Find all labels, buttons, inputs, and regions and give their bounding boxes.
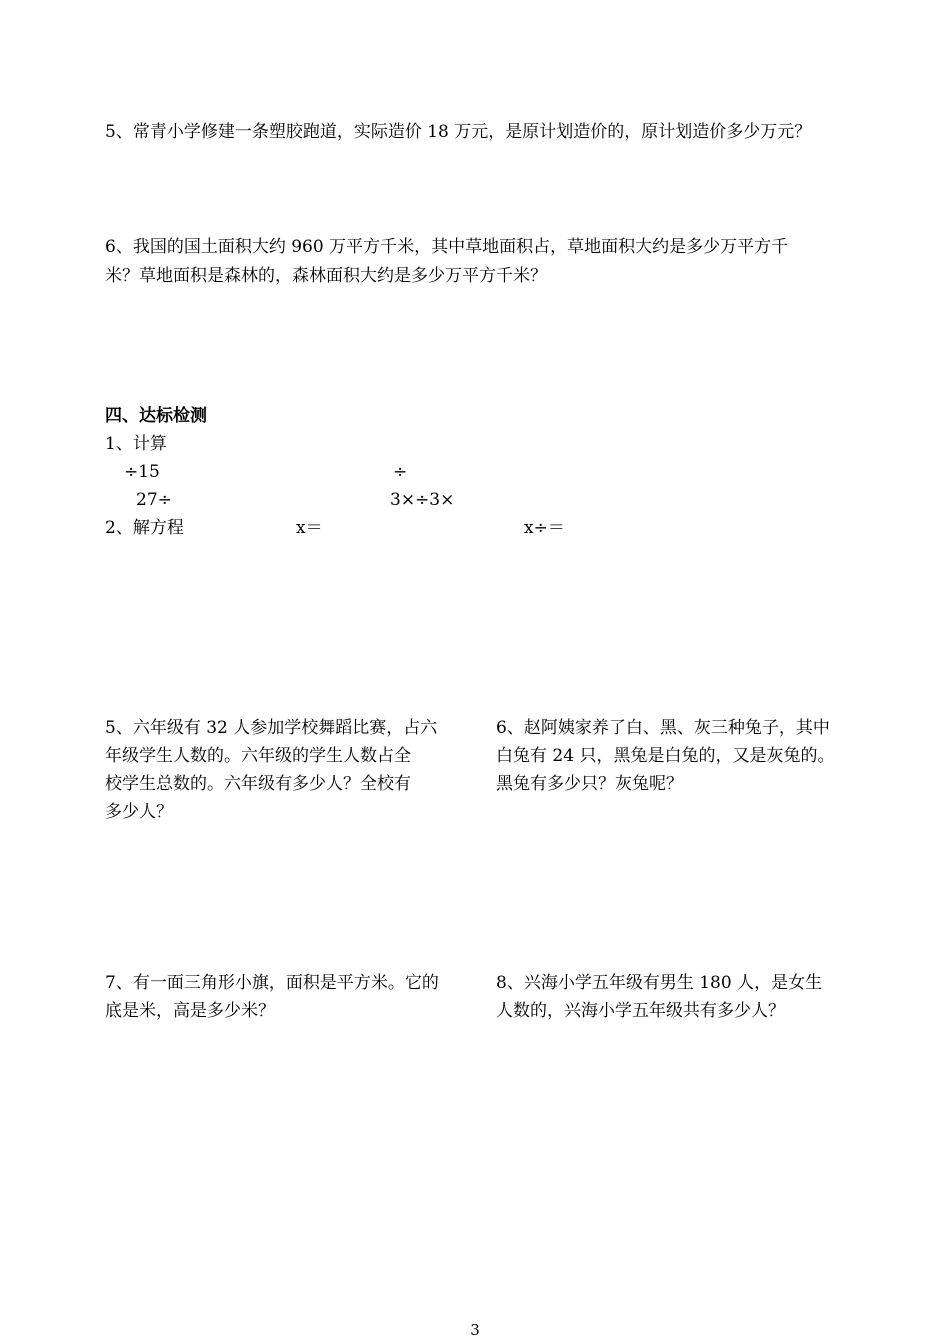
calc-row-1-right: ÷ [393, 462, 408, 482]
problem-5-line-1: 5、六年级有 32 人参加学校舞蹈比赛，占六 [105, 718, 438, 738]
calc-label: 1、计算 [105, 434, 167, 454]
problem-5-line-3: 校学生总数的。六年级有多少人？全校有 [105, 774, 411, 794]
page-number: 3 [470, 1321, 480, 1339]
equation-label: 2、解方程 [105, 518, 184, 538]
problem-6-line-2: 白兔有 24 只，黑兔是白兔的，又是灰兔的。 [496, 746, 835, 766]
problem-7-line-2: 底是米，高是多少米？ [105, 1001, 275, 1021]
problem-5-line-4: 多少人？ [105, 802, 173, 822]
calc-row-2-right: 3×÷3× [390, 490, 455, 510]
calc-row-2-left: 27÷ [136, 490, 172, 510]
calc-row-1-left: ÷15 [124, 462, 160, 482]
problem-6-top-line-1: 6、我国的国土面积大约 960 万平方千米，其中草地面积占，草地面积大约是多少万平方千 [105, 237, 789, 257]
equation-right: x÷＝ [524, 518, 565, 538]
problem-6-top-line-2: 米？草地面积是森林的，森林面积大约是多少万平方千米？ [105, 266, 547, 286]
problem-8-line-2: 人数的，兴海小学五年级共有多少人？ [496, 1001, 785, 1021]
problem-8-line-1: 8、兴海小学五年级有男生 180 人，是女生 [496, 973, 823, 993]
problem-5-line-2: 年级学生人数的。六年级的学生人数占全 [105, 746, 411, 766]
equation-left: x＝ [296, 518, 323, 538]
problem-6-line-3: 黑兔有多少只？灰兔呢？ [496, 774, 683, 794]
problem-7-line-1: 7、有一面三角形小旗，面积是平方米。它的 [105, 973, 439, 993]
problem-6-line-1: 6、赵阿姨家养了白、黑、灰三种兔子，其中 [496, 718, 830, 738]
problem-5-top: 5、常青小学修建一条塑胶跑道，实际造价 18 万元，是原计划造价的，原计划造价多少万元？ [105, 122, 812, 142]
section-heading: 四、达标检测 [105, 406, 207, 426]
